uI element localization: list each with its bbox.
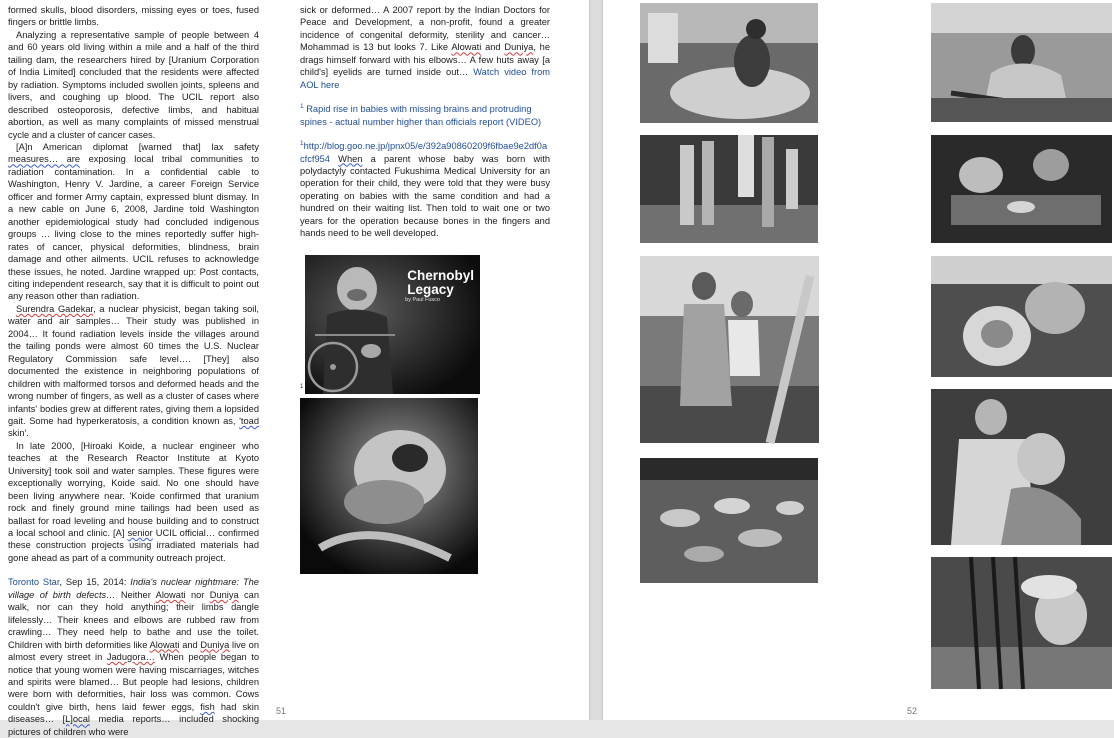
spell-flagged-word[interactable]: Alowati [451, 42, 482, 53]
photo-graphic [640, 458, 818, 583]
spell-flagged-word[interactable]: Jadugora… [106, 652, 155, 663]
paragraph-text: skin'. [8, 428, 29, 439]
infant-photo [300, 398, 478, 574]
spell-flagged-word[interactable]: Duniya [200, 639, 230, 650]
paragraph-text: In late 2000, [Hiroaki Koide, a nuclear engineer who teaches at the Research Reactor Institute at Kyoto University] took soil and water samples. These figures were exceptionally worrying, Koide said. No one should have been living anywhere near. 'Koide confirmed that uranium rock and finely ground mine tailings had been used as ballast for road leveling and house building and to construct a local school and clinic. [A] [8, 440, 259, 539]
paragraph [8, 141, 259, 303]
blog-url-link[interactable]: http://blog.goo.ne.jp/jpnx05/e/392a90860209f6fbae9e2df0acfcf954 [300, 141, 548, 164]
footnote [300, 140, 550, 240]
paragraph [300, 4, 550, 91]
grammar-flagged-word[interactable]: senior [127, 528, 153, 539]
spell-flagged-word[interactable]: Duniya [209, 589, 239, 600]
cover-author: by Paul Fusco [405, 297, 440, 303]
grammar-flagged-word[interactable]: [L]ocal [62, 714, 90, 725]
cover-title [407, 269, 474, 297]
paragraph-text: and [481, 42, 505, 53]
footnote-marker: 1 [300, 139, 304, 147]
photo-boy-bathing [640, 3, 818, 123]
article-title: India's nuclear nightmare: The village of birth defects… [8, 577, 259, 600]
paragraph [8, 29, 259, 141]
photo-child-in-crib [931, 557, 1112, 689]
page-number: 51 [276, 706, 287, 716]
photo-emaciated-youth [931, 3, 1112, 122]
paragraph-text: and [179, 639, 201, 650]
paragraph-text: Analyzing a representative sample of people between 4 and 60 years old living within a mile and a half of the third tailing dam, the researchers hired by [Uranium Corporation of India Limited] concluded that the residents were affected by radiation. Symptoms included swollen joints, spleens and livers, and coughing up blood. The UCIL report also described osteoporosis, defective limbs, and habitual abortion, as well as many complaints of missed menstrual cycle and a cluster of cancer cases. [8, 29, 259, 140]
photo-graphic [640, 135, 818, 243]
video-article-link[interactable]: Rapid rise in babies with missing brains and protruding spines - actual number higher than officials report (VIDEO) [300, 104, 542, 127]
paragraph-text: Neither [115, 589, 156, 600]
spell-flagged-word[interactable]: Surendra Gadekar [16, 303, 94, 314]
footnote-marker: 1 [300, 103, 304, 111]
page-number: 52 [907, 706, 918, 716]
paragraph-text: formed skulls, blood disorders, missing eyes or toes, fused fingers or brittle limbs. [8, 5, 259, 28]
photo-two-children-outdoors [640, 256, 819, 443]
paragraph [8, 4, 259, 29]
spell-flagged-word[interactable]: Duniya [504, 42, 534, 53]
paragraph-text: When people began to notice that young women were having miscarriages, witches and spirits were blamed… But people had lesions, children were born with deformities, hair loss was common. Cows couldn't give birth, hens laid fewer eggs, [8, 652, 259, 712]
paragraph [8, 576, 259, 738]
paragraph [8, 440, 259, 565]
photo-children-table [931, 135, 1112, 243]
paragraph-text: [A]n American diplomat [warned that] lax safety [16, 141, 259, 152]
photo-graphic [640, 256, 819, 443]
footnote [300, 103, 550, 128]
photo-children-floor [640, 458, 818, 583]
photo-graphic [931, 135, 1112, 243]
photo-boy-holding-child [931, 389, 1112, 545]
paragraph-text: can walk, nor can they hold anything; their limbs dangle lifelessly… Their knees and elbows are rubbed raw from crawling… They need help to bathe and use the toilet. Children with birth deformities like [8, 589, 260, 650]
spell-flagged-word[interactable]: Alowati [149, 639, 180, 650]
paragraph-text: had skin diseases… [8, 701, 259, 725]
infant-photo-graphic [300, 398, 478, 574]
photo-children-legs [640, 135, 818, 243]
paragraph-text: nor [185, 589, 210, 600]
toronto-star-link[interactable]: Toronto Star [8, 577, 60, 588]
photo-graphic [931, 557, 1112, 689]
cover-title-line: Chernobyl [407, 268, 474, 283]
paragraph-text: , he drags himself forward with his elbows… A few huts away [a child's] eyelids are turned inside out… [300, 42, 550, 78]
cover-title-line: Legacy [407, 282, 454, 297]
paragraph-text: , Sep 15, 2014: [59, 577, 131, 588]
paragraph [8, 303, 259, 440]
spell-flagged-word[interactable]: Alowati [155, 589, 186, 600]
right-document-page [603, 0, 1114, 720]
page-gutter [589, 0, 603, 720]
grammar-flagged-word[interactable]: fish [200, 701, 215, 712]
grammar-flagged-word[interactable]: When [338, 153, 363, 164]
image-footnote-marker: 1 [300, 384, 304, 390]
paragraph-text: sick or deformed… A 2007 report by the Indian Doctors for Peace and Development, a non-profit, found a greater incidence of congenital deformity, sterility and cancer… Mohammad is 13 but looks 7. Like [300, 5, 550, 53]
grammar-flagged-word[interactable]: measures… are [8, 154, 81, 165]
paragraph-text: , a nuclear physicist, began taking soil, water and air samples… Their study was published in 2004… It found radiation levels inside the villages around the tailing ponds were almost 60 times the U.S. Nuclear Regulatory Commission safe level…. [They] also documented the existence in neighboring populations of children with malformed torsos and deformed heads and the wrong number of fingers, as well as a cluster of cases where infants' bodies grew at different rates, giving them a lopsided gait. Some had hyperkeratosis, a condition known as, [8, 303, 259, 426]
paragraph-text: UCIL official… confirmed these construction projects using irradiated materials had gone ahead as part of a community outreach project. [8, 528, 259, 563]
chernobyl-legacy-cover-image [305, 255, 480, 394]
photo-graphic [931, 3, 1112, 122]
photo-graphic [640, 3, 818, 123]
paragraph-text: live on almost every street in [8, 639, 259, 663]
aol-video-link[interactable]: Watch video from AOL here [300, 67, 550, 90]
paragraph-text: media reports… included shocking pictures of children who were [8, 714, 260, 737]
text-column-right [300, 4, 550, 240]
paragraph-text: exposing local tribal communities to radiation contamination. In a confidential cable to Washington, Henry V. Jardine, a career Foreign Service officer and former Army captain, expressed blunt dismay. In a new cable on June 6, 2008, Jardine told Washington another epidemiological study had concluded indigenous groups … living close to the mines reportedly suffer high-rates of cancer, physical deformities, blindness, brain damage and other ailments. UCIL refuses to acknowledge these issues, he noted. Jardine wrapped up: Post contacts, citing independent research, say that it is difficult to point out any reason other than radiation. [8, 154, 259, 302]
photo-graphic [931, 389, 1112, 545]
text-column-left [8, 4, 259, 738]
photo-mother-child [931, 256, 1112, 377]
grammar-flagged-word[interactable]: 'toad [239, 415, 259, 426]
photo-graphic [931, 256, 1112, 377]
paragraph-text: a parent whose baby was born with polydactyly contacted Fukushima Medical University for an operation for their child, they were told that they were busy operating on babies with the same condition and had a hundred on their waiting list. Then told to wait one or two years for the operation because bones in the fingers and hands need to be well developed. [300, 153, 550, 239]
